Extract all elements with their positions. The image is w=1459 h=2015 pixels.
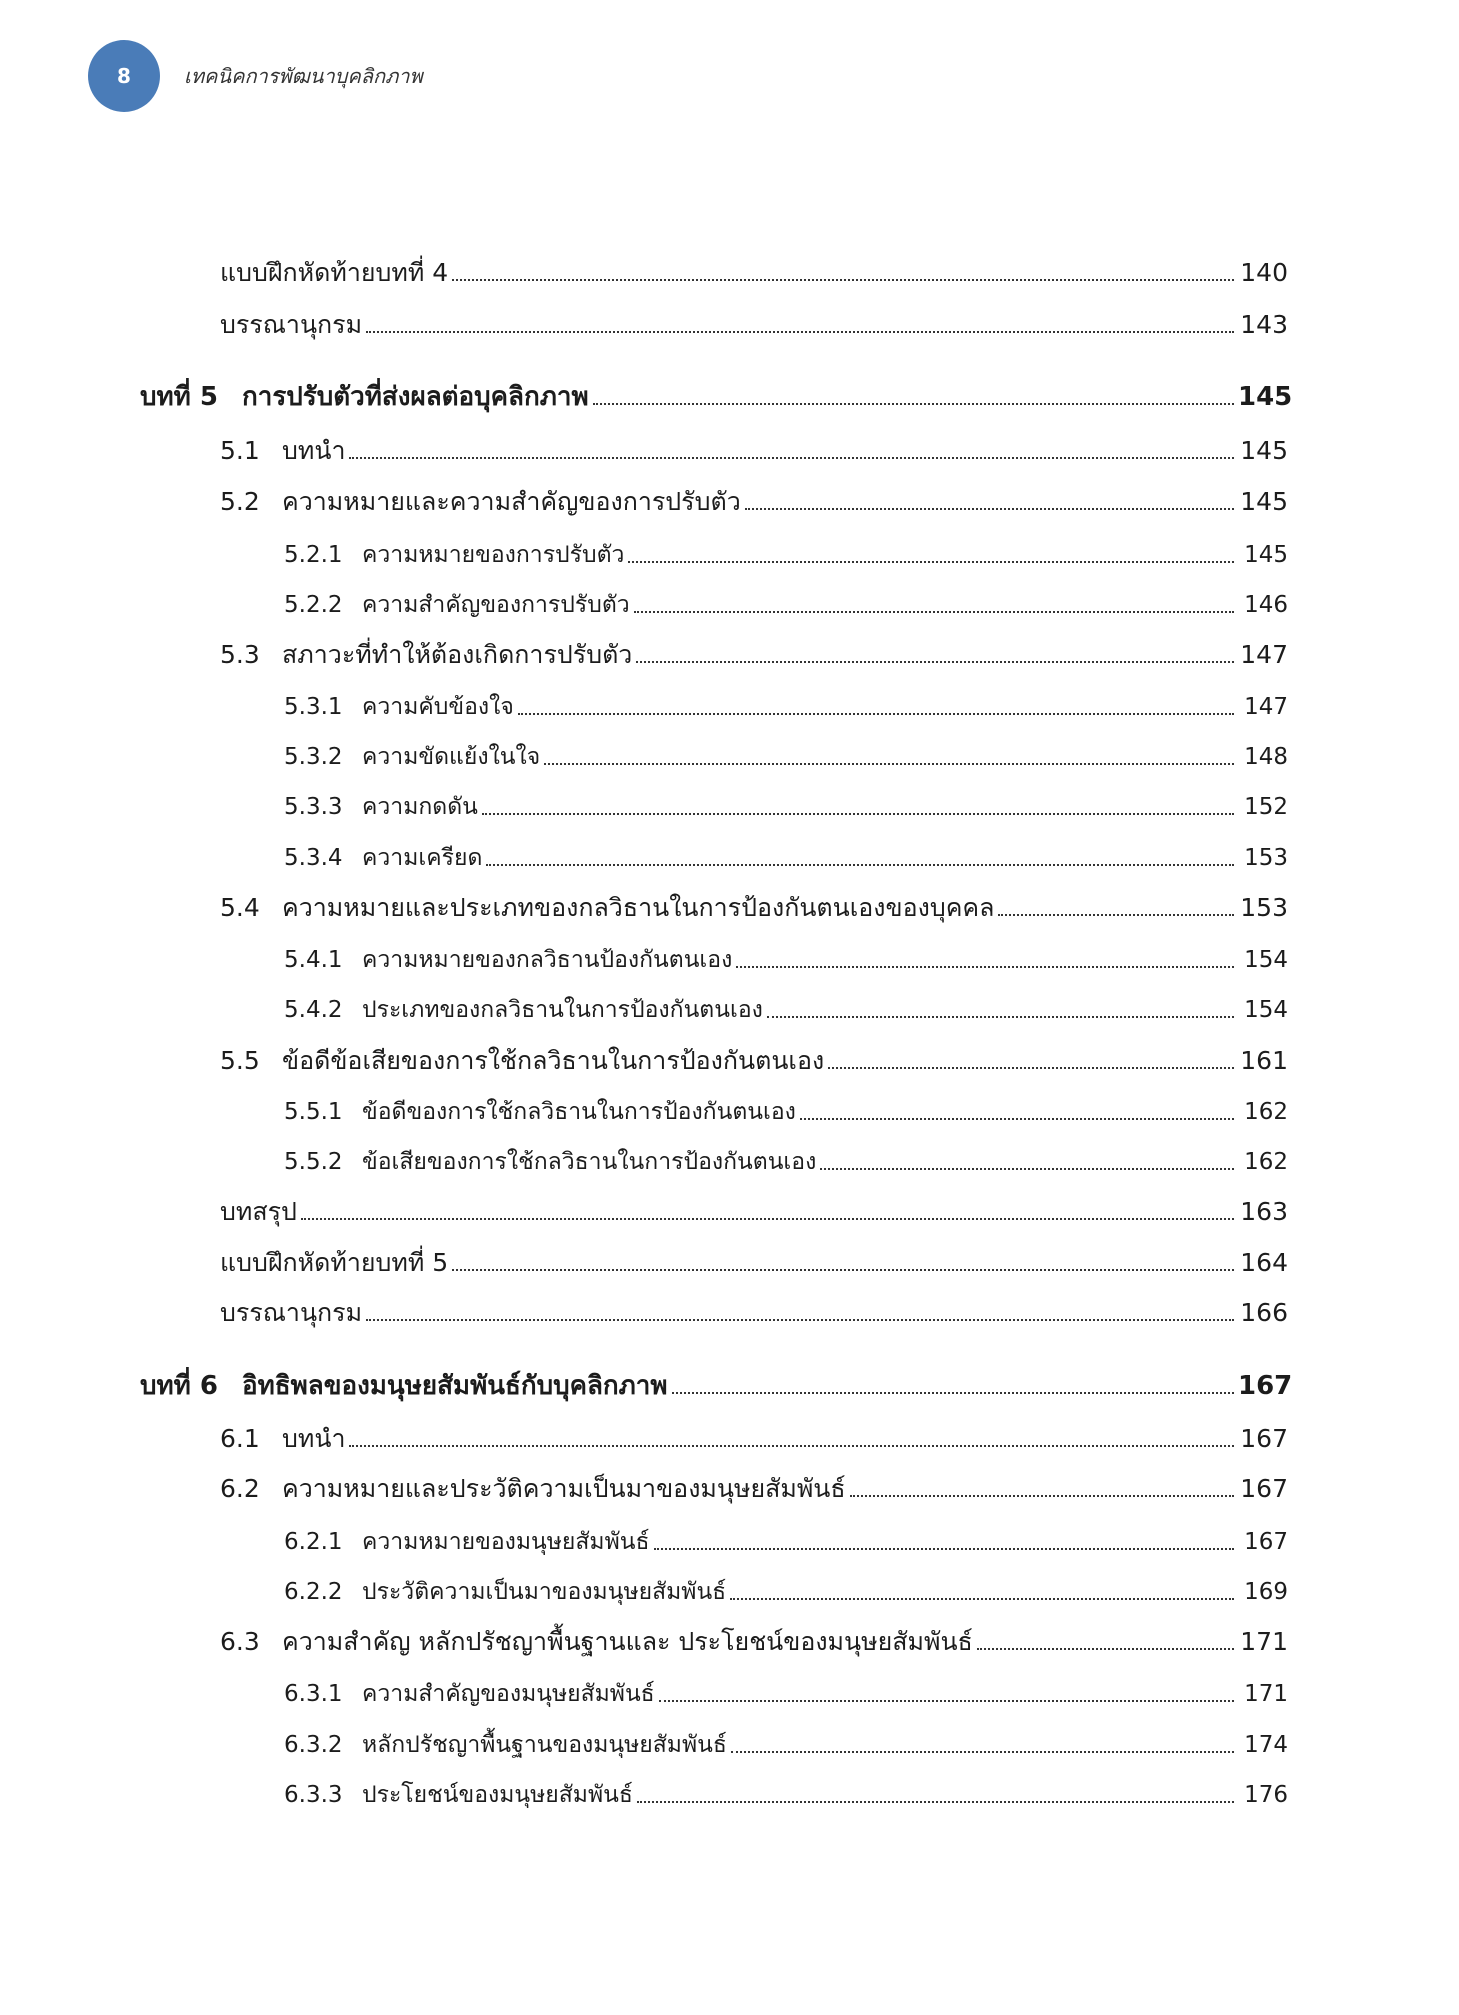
dot-leader bbox=[820, 1167, 1234, 1170]
dot-leader bbox=[452, 278, 1234, 281]
dot-leader bbox=[672, 1391, 1234, 1394]
toc-entry[interactable] bbox=[220, 1288, 1288, 1328]
toc-entry-lead bbox=[220, 310, 1238, 340]
page-header bbox=[88, 40, 423, 112]
dot-leader bbox=[731, 1750, 1234, 1753]
toc-entry-number: 5.2.2 bbox=[284, 592, 343, 618]
toc-entry-number: 5.2 bbox=[220, 487, 260, 516]
toc-entry-title: ความหมายและประวัติความเป็นมาของมนุษยสัมพันธ์ bbox=[282, 1474, 846, 1503]
toc-entry-lead bbox=[284, 742, 1238, 772]
dot-leader bbox=[800, 1117, 1234, 1120]
toc-entry[interactable] bbox=[220, 248, 1288, 288]
toc-entry[interactable] bbox=[284, 530, 1288, 570]
toc-entry-page: 176 bbox=[1244, 1782, 1288, 1808]
toc-entry-page: 148 bbox=[1244, 744, 1288, 770]
page-number-badge: 8 bbox=[88, 40, 160, 112]
dot-leader bbox=[736, 965, 1234, 968]
toc-entry-page: 166 bbox=[1240, 1298, 1288, 1327]
dot-leader bbox=[977, 1647, 1234, 1650]
toc-entry-lead bbox=[220, 436, 1238, 466]
toc-entry-title: ข้อเสียของการใช้กลวิธานในการป้องกันตนเอง bbox=[362, 1149, 817, 1175]
toc-entry-page: 164 bbox=[1240, 1248, 1288, 1277]
toc-entry-page: 146 bbox=[1244, 592, 1288, 618]
toc-entry[interactable] bbox=[220, 630, 1288, 670]
toc-entry-title: ข้อดีข้อเสียของการใช้กลวิธานในการป้องกันตนเอง bbox=[282, 1046, 825, 1075]
toc-entry-lead bbox=[220, 1248, 1238, 1278]
toc-entry-page: 145 bbox=[1238, 382, 1293, 412]
toc-entry-lead bbox=[284, 1780, 1238, 1810]
toc-entry-lead bbox=[140, 1371, 1238, 1401]
toc-entry-title: อิทธิพลของมนุษยสัมพันธ์กับบุคลิกภาพ bbox=[242, 1371, 668, 1401]
toc-entry[interactable] bbox=[284, 580, 1288, 620]
toc-entry-lead bbox=[220, 893, 1238, 923]
dot-leader bbox=[518, 712, 1234, 715]
toc-entry-lead bbox=[284, 843, 1238, 873]
dot-leader bbox=[544, 762, 1234, 765]
toc-entry-number: บทที่ 5 bbox=[140, 382, 218, 412]
toc-entry-page: 153 bbox=[1240, 893, 1288, 922]
running-title: เทคนิคการพัฒนาบุคลิกภาพ bbox=[184, 64, 423, 88]
toc-entry-title: ความคับข้องใจ bbox=[362, 694, 514, 720]
toc-entry-lead bbox=[220, 640, 1238, 670]
toc-entry-lead bbox=[284, 692, 1238, 722]
toc-entry-page: 152 bbox=[1244, 794, 1288, 820]
toc-entry-title: ความสำคัญของมนุษยสัมพันธ์ bbox=[362, 1681, 655, 1707]
toc-entry-title: ความขัดแย้งในใจ bbox=[362, 744, 541, 770]
toc-entry-number: 5.1 bbox=[220, 436, 260, 465]
dot-leader bbox=[482, 812, 1234, 815]
toc-entry-page: 167 bbox=[1238, 1371, 1293, 1401]
toc-entry-lead bbox=[220, 1424, 1238, 1454]
toc-entry[interactable] bbox=[284, 1087, 1288, 1127]
toc-entry-page: 167 bbox=[1244, 1529, 1288, 1555]
dot-leader bbox=[767, 1015, 1234, 1018]
dot-leader bbox=[730, 1597, 1234, 1600]
toc-entry-title: ความสำคัญ หลักปรัชญาพื้นฐานและ ประโยชน์ของมนุษยสัมพันธ์ bbox=[282, 1627, 973, 1656]
dot-leader bbox=[486, 863, 1234, 866]
toc-entry-page: 145 bbox=[1240, 487, 1288, 516]
toc-entry-lead bbox=[220, 1474, 1238, 1504]
toc-entry[interactable] bbox=[220, 1464, 1288, 1504]
toc-entry[interactable] bbox=[284, 1517, 1288, 1557]
toc-entry-lead bbox=[284, 792, 1238, 822]
toc-entry-page: 162 bbox=[1244, 1099, 1288, 1125]
toc-entry-lead bbox=[220, 1298, 1238, 1328]
toc-entry-number: 5.3.4 bbox=[284, 845, 343, 871]
dot-leader bbox=[349, 1444, 1234, 1447]
toc-entry-number: 6.3.2 bbox=[284, 1732, 343, 1758]
toc-entry-number: 5.5.2 bbox=[284, 1149, 343, 1175]
toc-entry-lead bbox=[284, 945, 1238, 975]
toc-entry-number: 5.3 bbox=[220, 640, 260, 669]
toc-entry-lead bbox=[284, 1097, 1238, 1127]
toc-entry-number: 5.4.1 bbox=[284, 947, 343, 973]
toc-entry-title: แบบฝึกหัดท้ายบทที่ 4 bbox=[220, 258, 449, 287]
toc-entry-lead bbox=[220, 1197, 1238, 1227]
toc-entry-title: หลักปรัชญาพื้นฐานของมนุษยสัมพันธ์ bbox=[362, 1732, 727, 1758]
toc-entry[interactable] bbox=[284, 935, 1288, 975]
toc-entry-lead bbox=[284, 1147, 1238, 1177]
toc-entry-title: ความหมายของการปรับตัว bbox=[362, 542, 625, 568]
toc-entry-number: 6.2.1 bbox=[284, 1529, 343, 1555]
toc-entry-lead bbox=[284, 1527, 1238, 1557]
toc-entry-title: ความสำคัญของการปรับตัว bbox=[362, 592, 630, 618]
toc-entry[interactable] bbox=[284, 1669, 1288, 1709]
toc-entry[interactable] bbox=[220, 477, 1288, 517]
dot-leader bbox=[628, 560, 1234, 563]
toc-entry-number: 5.4.2 bbox=[284, 997, 343, 1023]
toc-entry[interactable] bbox=[284, 833, 1288, 873]
dot-leader bbox=[850, 1494, 1234, 1497]
toc-chapter-entry[interactable] bbox=[140, 1361, 1293, 1401]
toc-entry-title: การปรับตัวที่ส่งผลต่อบุคลิกภาพ bbox=[242, 382, 589, 412]
toc-entry-number: 5.2.1 bbox=[284, 542, 343, 568]
toc-entry[interactable] bbox=[284, 985, 1288, 1025]
toc-entry-title: ความหมายและประเภทของกลวิธานในการป้องกันตนเองของบุคคล bbox=[282, 893, 995, 922]
dot-leader bbox=[654, 1547, 1235, 1550]
dot-leader bbox=[366, 1318, 1234, 1321]
toc-entry[interactable] bbox=[284, 732, 1288, 772]
toc-entry-page: 169 bbox=[1244, 1579, 1288, 1605]
toc-entry-page: 167 bbox=[1240, 1424, 1288, 1453]
toc-entry[interactable] bbox=[284, 1567, 1288, 1607]
toc-entry[interactable] bbox=[284, 1770, 1288, 1810]
toc-entry-number: 6.2 bbox=[220, 1474, 260, 1503]
toc-entry[interactable] bbox=[284, 1720, 1288, 1760]
toc-entry[interactable] bbox=[220, 300, 1288, 340]
toc-entry-lead bbox=[220, 1627, 1238, 1657]
toc-entry-title: ความหมายของมนุษยสัมพันธ์ bbox=[362, 1529, 650, 1555]
toc-entry[interactable] bbox=[220, 883, 1288, 923]
toc-entry-title: แบบฝึกหัดท้ายบทที่ 5 bbox=[220, 1248, 449, 1277]
toc-entry-number: บทที่ 6 bbox=[140, 1371, 218, 1401]
toc-entry-title: ประเภทของกลวิธานในการป้องกันตนเอง bbox=[362, 997, 763, 1023]
dot-leader bbox=[636, 660, 1234, 663]
toc-entry-number: 5.3.3 bbox=[284, 794, 343, 820]
dot-leader bbox=[301, 1217, 1234, 1220]
toc-entry-page: 147 bbox=[1244, 694, 1288, 720]
toc-entry[interactable] bbox=[220, 1617, 1288, 1657]
toc-entry-page: 167 bbox=[1240, 1474, 1288, 1503]
toc-entry-title: สภาวะที่ทำให้ต้องเกิดการปรับตัว bbox=[282, 640, 633, 669]
toc-entry-number: 6.2.2 bbox=[284, 1579, 343, 1605]
toc-entry-title: บทนำ bbox=[282, 1424, 346, 1453]
toc-entry-page: 154 bbox=[1244, 947, 1288, 973]
toc-entry-number: 5.3.2 bbox=[284, 744, 343, 770]
toc-entry-number: 6.3 bbox=[220, 1627, 260, 1656]
toc-entry-lead bbox=[284, 1577, 1238, 1607]
toc-entry-number: 5.5 bbox=[220, 1046, 260, 1075]
toc-entry-title: ประวัติความเป็นมาของมนุษยสัมพันธ์ bbox=[362, 1579, 727, 1605]
dot-leader bbox=[634, 610, 1234, 613]
toc-entry-page: 171 bbox=[1244, 1681, 1288, 1707]
dot-leader bbox=[349, 456, 1234, 459]
toc-entry-title: บรรณานุกรม bbox=[220, 1298, 363, 1327]
toc-entry-title: ความกดดัน bbox=[362, 794, 478, 820]
toc-entry[interactable] bbox=[220, 1414, 1288, 1454]
toc-entry[interactable] bbox=[284, 682, 1288, 722]
toc-entry-page: 153 bbox=[1244, 845, 1288, 871]
toc-entry-number: 6.1 bbox=[220, 1424, 260, 1453]
dot-leader bbox=[366, 330, 1234, 333]
toc-entry-number: 5.5.1 bbox=[284, 1099, 343, 1125]
toc-entry-page: 163 bbox=[1240, 1197, 1288, 1226]
toc-entry-page: 145 bbox=[1244, 542, 1288, 568]
toc-entry-page: 174 bbox=[1244, 1732, 1288, 1758]
toc-entry-title: ความเครียด bbox=[362, 845, 483, 871]
toc-entry-lead bbox=[284, 590, 1238, 620]
toc-entry-number: 5.4 bbox=[220, 893, 260, 922]
toc-entry[interactable] bbox=[220, 426, 1288, 466]
toc-entry[interactable] bbox=[284, 782, 1288, 822]
toc-entry-title: บทสรุป bbox=[220, 1197, 297, 1226]
dot-leader bbox=[659, 1699, 1234, 1702]
dot-leader bbox=[998, 913, 1234, 916]
toc-entry[interactable] bbox=[220, 1238, 1288, 1278]
dot-leader bbox=[745, 507, 1234, 510]
toc-entry-page: 154 bbox=[1244, 997, 1288, 1023]
dot-leader bbox=[828, 1066, 1234, 1069]
toc-entry-title: ความหมายและความสำคัญของการปรับตัว bbox=[282, 487, 741, 516]
toc-entry-page: 171 bbox=[1240, 1627, 1288, 1656]
toc-chapter-entry[interactable] bbox=[140, 372, 1293, 412]
toc-entry-page: 140 bbox=[1240, 258, 1288, 287]
toc-entry-title: บรรณานุกรม bbox=[220, 310, 363, 339]
toc-entry-page: 161 bbox=[1240, 1046, 1288, 1075]
toc-entry-number: 5.3.1 bbox=[284, 694, 343, 720]
toc-entry[interactable] bbox=[220, 1187, 1288, 1227]
toc-entry-title: บทนำ bbox=[282, 436, 346, 465]
dot-leader bbox=[452, 1268, 1234, 1271]
toc-entry-page: 145 bbox=[1240, 436, 1288, 465]
toc-entry-lead bbox=[284, 995, 1238, 1025]
dot-leader bbox=[637, 1800, 1234, 1803]
toc-entry-lead bbox=[284, 1679, 1238, 1709]
toc-entry[interactable] bbox=[220, 1036, 1288, 1076]
toc-entry-page: 162 bbox=[1244, 1149, 1288, 1175]
toc-entry-page: 147 bbox=[1240, 640, 1288, 669]
toc-entry-lead bbox=[140, 382, 1238, 412]
toc-entry-title: ประโยชน์ของมนุษยสัมพันธ์ bbox=[362, 1782, 633, 1808]
toc-entry-lead bbox=[220, 487, 1238, 517]
toc-entry-lead bbox=[220, 258, 1238, 288]
toc-entry-title: ความหมายของกลวิธานป้องกันตนเอง bbox=[362, 947, 733, 973]
toc-entry-title: ข้อดีของการใช้กลวิธานในการป้องกันตนเอง bbox=[362, 1099, 796, 1125]
toc-entry-number: 6.3.3 bbox=[284, 1782, 343, 1808]
toc-entry-lead bbox=[220, 1046, 1238, 1076]
toc-entry-number: 6.3.1 bbox=[284, 1681, 343, 1707]
dot-leader bbox=[593, 402, 1234, 405]
toc-entry-lead bbox=[284, 1730, 1238, 1760]
toc-entry[interactable] bbox=[284, 1137, 1288, 1177]
toc-entry-page: 143 bbox=[1240, 310, 1288, 339]
toc-entry-lead bbox=[284, 540, 1238, 570]
